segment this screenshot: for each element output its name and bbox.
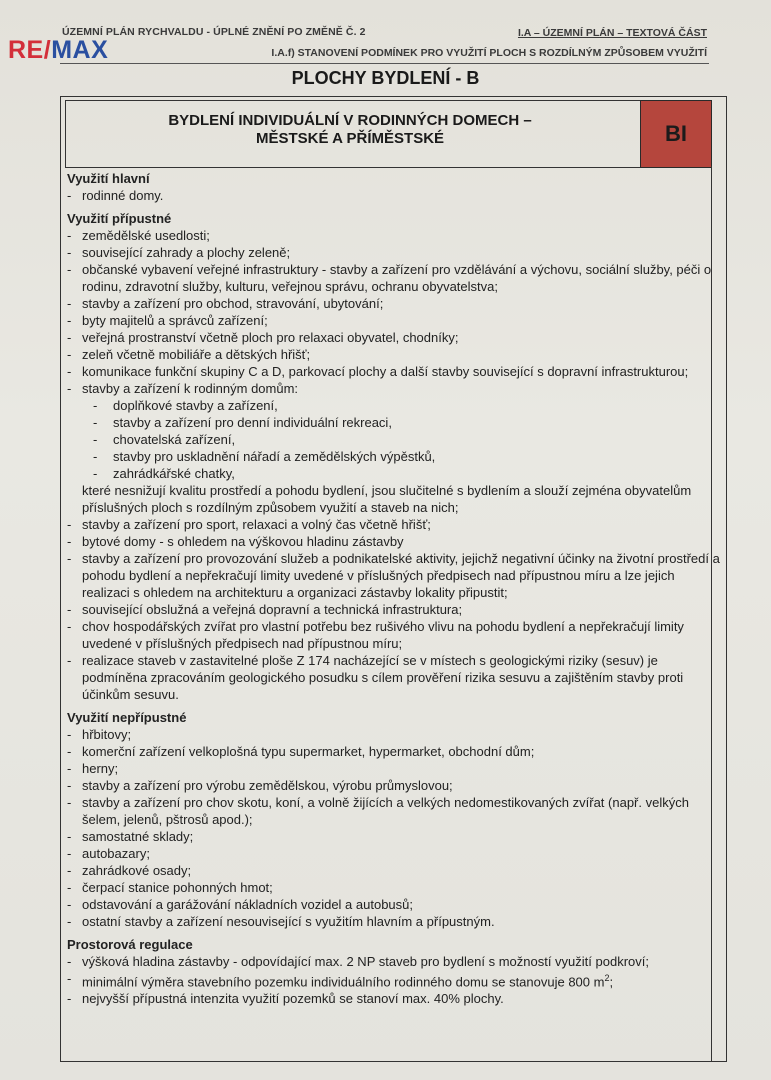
regulations-content [67,170,722,1007]
header-section: I.A – ÚZEMNÍ PLÁN – TEXTOVÁ ČÁST [517,27,707,39]
dash: - [67,364,72,379]
dash: - [67,727,72,742]
dash: - [67,313,72,328]
list-item-text: čerpací stanice pohonných hmot; [82,880,273,895]
dash: - [67,914,72,929]
category-code-badge: BI [640,100,712,168]
header-document-name: ÚZEMNÍ PLÁN RYCHVALDU - ÚPLNÉ ZNĚNÍ PO ZMĚNĚ Č. 2 [62,26,366,38]
list-item-text [82,970,722,990]
list-item-text: zemědělské usedlosti; [82,228,210,243]
list-item-text: zeleň včetně mobiliáře a dětských hřišť; [82,347,311,362]
dash: - [67,863,72,878]
dash: - [67,897,72,912]
dash: - [93,398,98,413]
dash: - [93,466,98,481]
list-item-text: stavby a zařízení pro výrobu zemědělskou, výrobu průmyslovou; [82,778,453,793]
list-item-text: ostatní stavby a zařízení nesouvisející s využitím hlavním a přípustným. [82,914,495,929]
logo-max: MAX [51,36,109,64]
list-item [67,187,722,204]
header-divider [60,63,709,64]
dash: - [67,262,72,277]
dash: - [67,347,72,362]
list-item-text: stavby a zařízení pro sport, relaxaci a volný čas včetně hřišť; [82,517,431,532]
section-title-hlavni: Využití hlavní [67,171,150,186]
list-item-text: samostatné sklady; [82,829,194,844]
list-item-text: související obslužná a veřejná dopravní a technická infrastruktura; [82,602,463,617]
list-item-text: komunikace funkční skupiny C a D, parkovací plochy a další stavby související s dopravní infrastrukturou; [82,364,689,379]
sub-item-text: doplňkové stavby a zařízení, [113,398,278,413]
list-item-text: související zahrady a plochy zeleně; [82,245,291,260]
dash: - [67,991,72,1007]
section-title-nepripustne: Využití nepřípustné [67,710,187,725]
list-item-text: veřejná prostranství včetně ploch pro relaxaci obyvatel, chodníky; [82,330,459,345]
dash: - [67,829,72,844]
dash: - [67,971,72,986]
dash: - [67,744,72,759]
list-item-text: autobazary; [82,846,150,861]
dash: - [67,517,72,532]
category-title-line2: MĚSTSKÉ A PŘÍMĚSTSKÉ [255,130,445,147]
sub-item-text: zahrádkářské chatky, [113,466,235,481]
sub-items-continuation: které nesnižují kvalitu prostředí a pohodu bydlení, jsou slučitelné s bydlením a slouží zejména obyvatelům příslušných ploch s rozdílným způsobem využití a staveb na nich; [82,483,692,515]
dash: - [67,551,72,566]
sub-item-text: stavby a zařízení pro denní individuální rekreaci, [113,415,392,430]
list-item-text: občanské vybavení veřejné infrastruktury - stavby a zařízení pro vzdělávání a výchovu, sociální služby, péči o rodinu, zdravotní služby, kulturu, veřejnou správu, ochranu obyvatelstva; [82,262,712,294]
dash: - [67,534,72,549]
list-item-text: stavby a zařízení pro chov skotu, koní, a volně žijících a velkých nedomestikovaných zvířat (např. velkých šelem, jelenů, pštrosů apod.); [82,795,689,827]
dash: - [93,432,98,447]
list-item-text: stavby a zařízení k rodinným domům: [82,381,299,396]
dash: - [67,228,72,243]
dash: - [67,653,72,668]
remax-logo [8,36,108,65]
list-item-text: rodinné domy. [82,188,164,203]
dash: - [67,330,72,345]
dash: - [67,880,72,895]
dash: - [67,846,72,861]
dash: - [67,619,72,634]
dash: - [93,449,98,464]
list-item-text: hřbitovy; [82,727,132,742]
dash: - [67,795,72,810]
list-item-text: herny; [82,761,119,776]
dash: - [67,381,72,396]
list-item-text: zahrádkové osady; [82,863,192,878]
list-item-text: výšková hladina zástavby - odpovídající max. 2 NP staveb pro bydlení s možností využití podkroví; [82,954,649,969]
list-item-text: bytové domy - s ohledem na výškovou hladinu zástavby [82,534,404,549]
category-title [70,112,630,148]
section-title-regulace: Prostorová regulace [67,937,193,952]
dash: - [67,602,72,617]
list-item-text: komerční zařízení velkoplošná typu supermarket, hypermarket, obchodní dům; [82,744,535,759]
dash: - [67,761,72,776]
sub-item-text: chovatelská zařízení, [113,432,236,447]
area-text: minimální výměra stavebního pozemku individuálního rodinného domu se stanovuje 800 m [82,974,605,990]
header-subsection: I.A.f) STANOVENÍ PODMÍNEK PRO VYUŽITÍ PLOCH S ROZDÍLNÝM ZPŮSOBEM VYUŽITÍ [271,47,707,59]
list-item-text: odstavování a garážování nákladních vozidel a autobusů; [82,897,414,912]
list-item-text: byty majitelů a správců zařízení; [82,313,268,328]
list-item-text: chov hospodářských zvířat pro vlastní potřebu bez rušivého vlivu na pohodu bydlení a nepřekračují limity uvedené v příslušných předpisech nad přípustnou míru; [82,619,684,651]
section-title-pripustne: Využití přípustné [67,211,172,226]
dash: - [67,778,72,793]
list-item-text: realizace staveb v zastavitelné ploše Z 174 nacházející se v místech s geologickými riziky (sesuv) je podmíněna zpracováním geologického posudku s cílem prověření rizika sesuvu a zajištěním stavby proti účinkům sesuvu. [82,653,684,702]
dash: - [67,954,72,969]
dash: - [93,415,98,430]
logo-re: RE [8,36,44,64]
dash: - [67,296,72,311]
logo-slash: / [43,36,52,64]
list-item-text: nejvyšší přípustná intenzita využití pozemků se stanoví max. 40% plochy. [82,991,504,1007]
dash: - [67,245,72,260]
category-title-line1: BYDLENÍ INDIVIDUÁLNÍ V RODINNÝCH DOMECH – [168,112,532,129]
area-text-end: ; [609,974,614,990]
dash: - [67,188,72,203]
page-title: PLOCHY BYDLENÍ - B [291,68,480,88]
area-superscript: 2 [604,973,610,983]
list-item-text: stavby a zařízení pro obchod, stravování, ubytování; [82,296,384,311]
sub-item-text: stavby pro uskladnění nářadí a zemědělských výpěstků, [113,449,436,464]
list-item-text: stavby a zařízení pro provozování služeb a podnikatelské aktivity, jejichž negativní účinky na životní prostředí a pohodu bydlení a nepřekračují limity uvedené v příslušných předpisech nad přípustnou míru a lze jejich realizaci s ohledem na architekturu a organizaci zástavby lokality připustit; [82,551,720,600]
